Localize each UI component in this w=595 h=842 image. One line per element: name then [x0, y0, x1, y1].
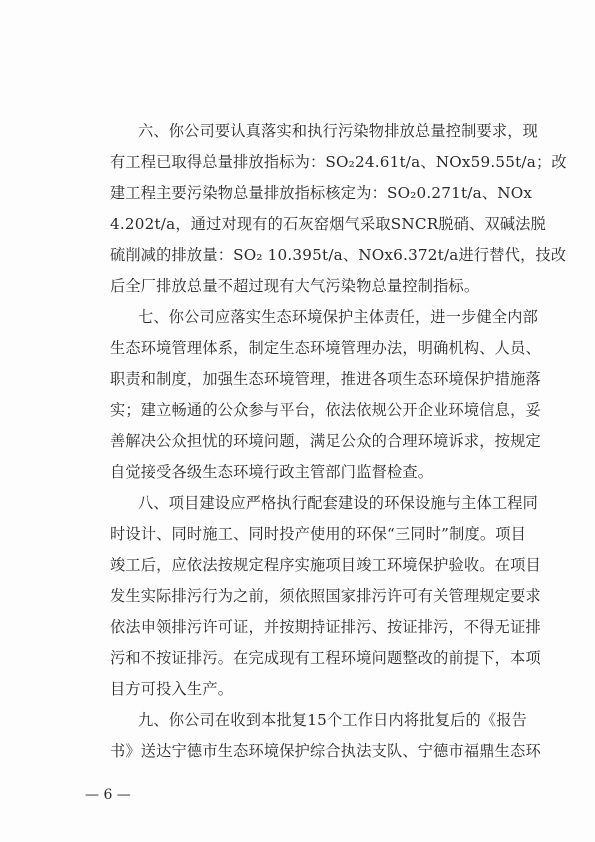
paragraph-9-line-1: 九、你公司在收到本批复15个工作日内将批复后的《报告	[138, 711, 528, 729]
paragraph-8-line-2: 时设计、同时施工、同时投产使用的环保“三同时”制度。项目	[110, 525, 527, 543]
paragraph-6-line-1: 六、你公司要认真落实和执行污染物排放总量控制要求，现	[138, 122, 539, 140]
paragraph-8-line-7: 目方可投入生产。	[110, 680, 234, 698]
paragraph-8-line-3: 竣工后，应依法按规定程序实施项目竣工环境保护验收。在项目	[110, 556, 541, 574]
page-number: — 6 —	[85, 787, 131, 803]
paragraph-6-line-3: 建工程主要污染物总量排放指标核定为：SO₂0.271t/a、NOx	[110, 184, 533, 202]
paragraph-8-line-4: 发生实际排污行为之前，须依照国家排污许可有关管理规定要求	[110, 587, 541, 605]
paragraph-8-line-6: 污和不按证排污。在完成现有工程环境问题整改的前提下，本项	[110, 649, 541, 667]
paragraph-8-line-1: 八、项目建设应严格执行配套建设的环保设施与主体工程同	[138, 494, 539, 512]
paragraph-7-line-6: 自觉接受各级生态环境行政主管部门监督检查。	[110, 463, 434, 481]
paragraph-7-line-2: 生态环境管理体系，制定生态环境管理办法，明确机构、人员、	[110, 339, 541, 357]
paragraph-9-line-2: 书》送达宁德市生态环境保护综合执法支队、宁德市福鼎生态环	[110, 742, 541, 760]
paragraph-7-line-3: 职责和制度，加强生态环境管理，推进各项生态环境保护措施落	[110, 370, 541, 388]
paragraph-7-line-1: 七、你公司应落实生态环境保护主体责任，进一步健全内部	[138, 308, 539, 326]
paragraph-8-line-5: 依法申领排污许可证，并按期持证排污、按证排污，不得无证排	[110, 618, 541, 636]
paragraph-6-line-2: 有工程已取得总量排放指标为：SO₂24.61t/a、NOx59.55t/a；改	[110, 153, 567, 171]
paragraph-7-line-4: 实；建立畅通的公众参与平台，依法依规公开企业环境信息，妥	[110, 401, 541, 419]
paragraph-6-line-5: 硫削减的排放量：SO₂ 10.395t/a、NOx6.372t/a进行替代，技改	[110, 246, 567, 264]
paragraph-6-line-6: 后全厂排放总量不超过现有大气污染物总量控制指标。	[110, 277, 480, 295]
paragraph-6-line-4: 4.202t/a，通过对现有的石灰窑烟气采取SNCR脱硝、双碱法脱	[110, 215, 547, 233]
paragraph-7-line-5: 善解决公众担忧的环境问题，满足公众的合理环境诉求，按规定	[110, 432, 541, 450]
